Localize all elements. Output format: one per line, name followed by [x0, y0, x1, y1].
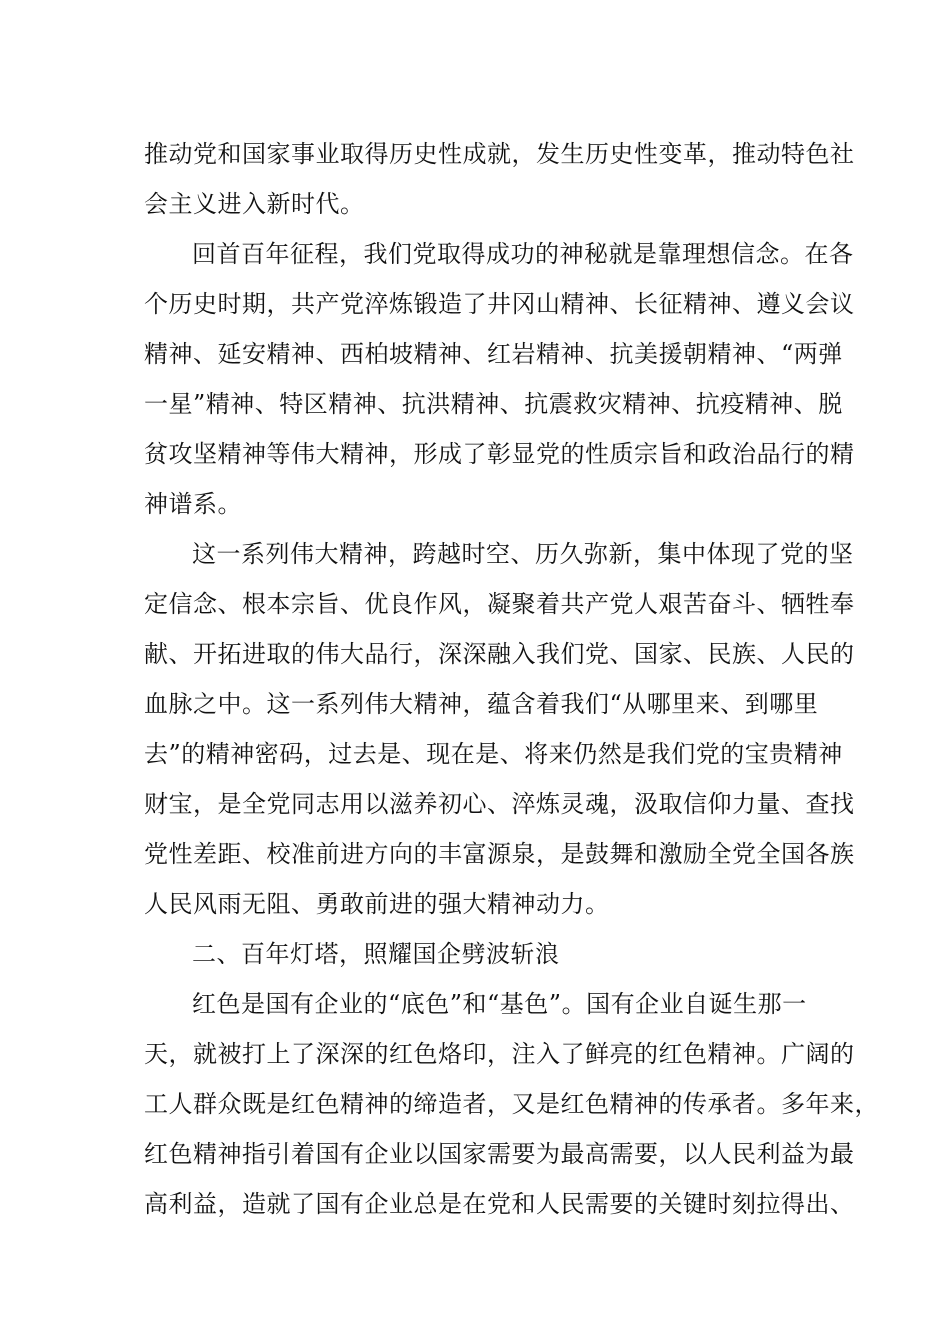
text-line: 献、开拓进取的伟大品行，深深融入我们党、国家、民族、人民的: [144, 640, 855, 668]
text-line: 高利益，造就了国有企业总是在党和人民需要的关键时刻拉得出、: [144, 1190, 855, 1218]
text-line: 会主义进入新时代。: [144, 190, 365, 218]
text-line: 党性差距、校准前进方向的丰富源泉，是鼓舞和激励全党全国各族: [144, 840, 855, 868]
text-line: 工人群众既是红色精神的缔造者，又是红色精神的传承者。多年来，: [144, 1090, 879, 1118]
text-line: 个历史时期，共产党淬炼锻造了井冈山精神、长征精神、遵义会议: [144, 290, 855, 318]
text-line: 贫攻坚精神等伟大精神，形成了彰显党的性质宗旨和政治品行的精: [144, 440, 855, 468]
text-line: 财宝，是全党同志用以滋养初心、淬炼灵魂，汲取信仰力量、查找: [144, 790, 855, 818]
paragraph-first-line: 这一系列伟大精神，跨越时空、历久弥新，集中体现了党的坚: [192, 540, 854, 568]
section-heading: 二、百年灯塔，照耀国企劈波斩浪: [192, 940, 560, 968]
text-line: 红色精神指引着国有企业以国家需要为最高需要，以人民利益为最: [144, 1140, 855, 1168]
text-line: 天，就被打上了深深的红色烙印，注入了鲜亮的红色精神。广阔的: [144, 1040, 855, 1068]
text-line: 推动党和国家事业取得历史性成就，发生历史性变革，推动特色社: [144, 140, 855, 168]
text-line: 神谱系。: [144, 490, 242, 518]
text-line: 血脉之中。这一系列伟大精神，蕴含着我们“从哪里来、到哪里: [144, 690, 819, 718]
text-line: 去”的精神密码，过去是、现在是、将来仍然是我们党的宝贵精神: [144, 740, 843, 768]
paragraph-first-line: 回首百年征程，我们党取得成功的神秘就是靠理想信念。在各: [192, 240, 854, 268]
text-line: 人民风雨无阻、勇敢前进的强大精神动力。: [144, 890, 610, 918]
paragraph-first-line: 红色是国有企业的“底色”和“基色”。国有企业自诞生那一: [192, 990, 807, 1018]
text-line: 一星”精神、特区精神、抗洪精神、抗震救灾精神、抗疫精神、脱: [144, 390, 843, 418]
text-line: 定信念、根本宗旨、优良作风，凝聚着共产党人艰苦奋斗、牺牲奉: [144, 590, 855, 618]
text-line: 精神、延安精神、西柏坡精神、红岩精神、抗美援朝精神、“两弹: [144, 340, 843, 368]
